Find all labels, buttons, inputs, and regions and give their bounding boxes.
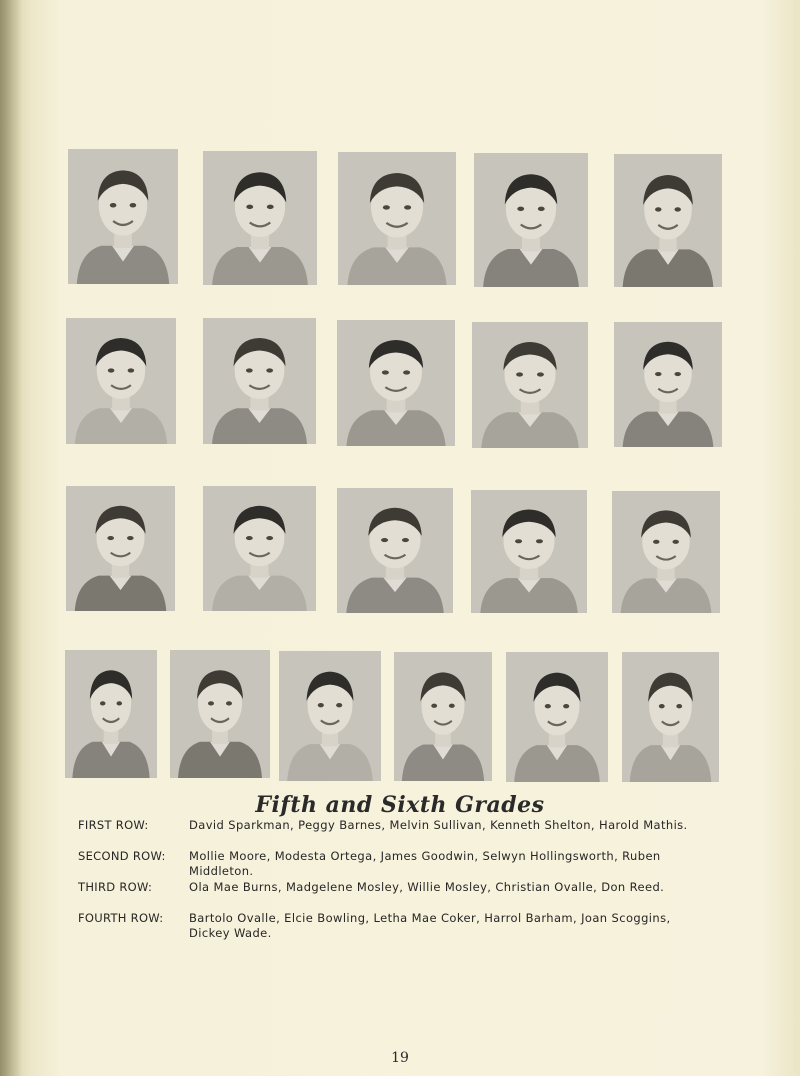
portrait-photo <box>203 318 316 444</box>
binding-gutter-shadow <box>0 0 22 1076</box>
portrait-photo <box>203 486 316 611</box>
portrait-photo <box>66 486 175 611</box>
portrait-photo <box>471 490 587 613</box>
row-names: Ola Mae Burns, Madgelene Mosley, Willie Mosley, Christian Ovalle, Don Reed. <box>189 880 665 894</box>
row-names: David Sparkman, Peggy Barnes, Melvin Sullivan, Kenneth Shelton, Harold Mathis. <box>189 818 688 832</box>
portrait-photo <box>170 650 270 778</box>
portrait-photo <box>65 650 157 778</box>
portrait-photo <box>68 149 178 284</box>
portrait-photo <box>203 151 317 285</box>
row-label: THIRD ROW: <box>78 880 153 894</box>
portrait-photo <box>337 488 453 613</box>
portrait-photo <box>614 322 722 447</box>
portrait-photo <box>474 153 588 287</box>
portrait-photo <box>614 154 722 287</box>
row-names: Bartolo Ovalle, Elcie Bowling, Letha Mae Coker, Harrol Barham, Joan Scoggins, Dickey Wade. <box>189 911 671 940</box>
portrait-photo <box>612 491 720 613</box>
row-names: Mollie Moore, Modesta Ortega, James Goodwin, Selwyn Hollingsworth, Ruben Middleton. <box>189 849 661 878</box>
portrait-photo <box>394 652 492 781</box>
portrait-photo <box>279 651 381 781</box>
portrait-photo <box>337 320 455 446</box>
row-label: SECOND ROW: <box>78 849 166 863</box>
row-label: FIRST ROW: <box>78 818 149 832</box>
portrait-photo <box>622 652 719 782</box>
page-title: Fifth and Sixth Grades <box>255 792 545 818</box>
portrait-photo <box>472 322 588 448</box>
portrait-photo <box>338 152 456 285</box>
row-label: FOURTH ROW: <box>78 911 164 925</box>
portrait-photo <box>66 318 176 444</box>
portrait-photo <box>506 652 608 782</box>
page-number: 19 <box>391 1050 409 1066</box>
